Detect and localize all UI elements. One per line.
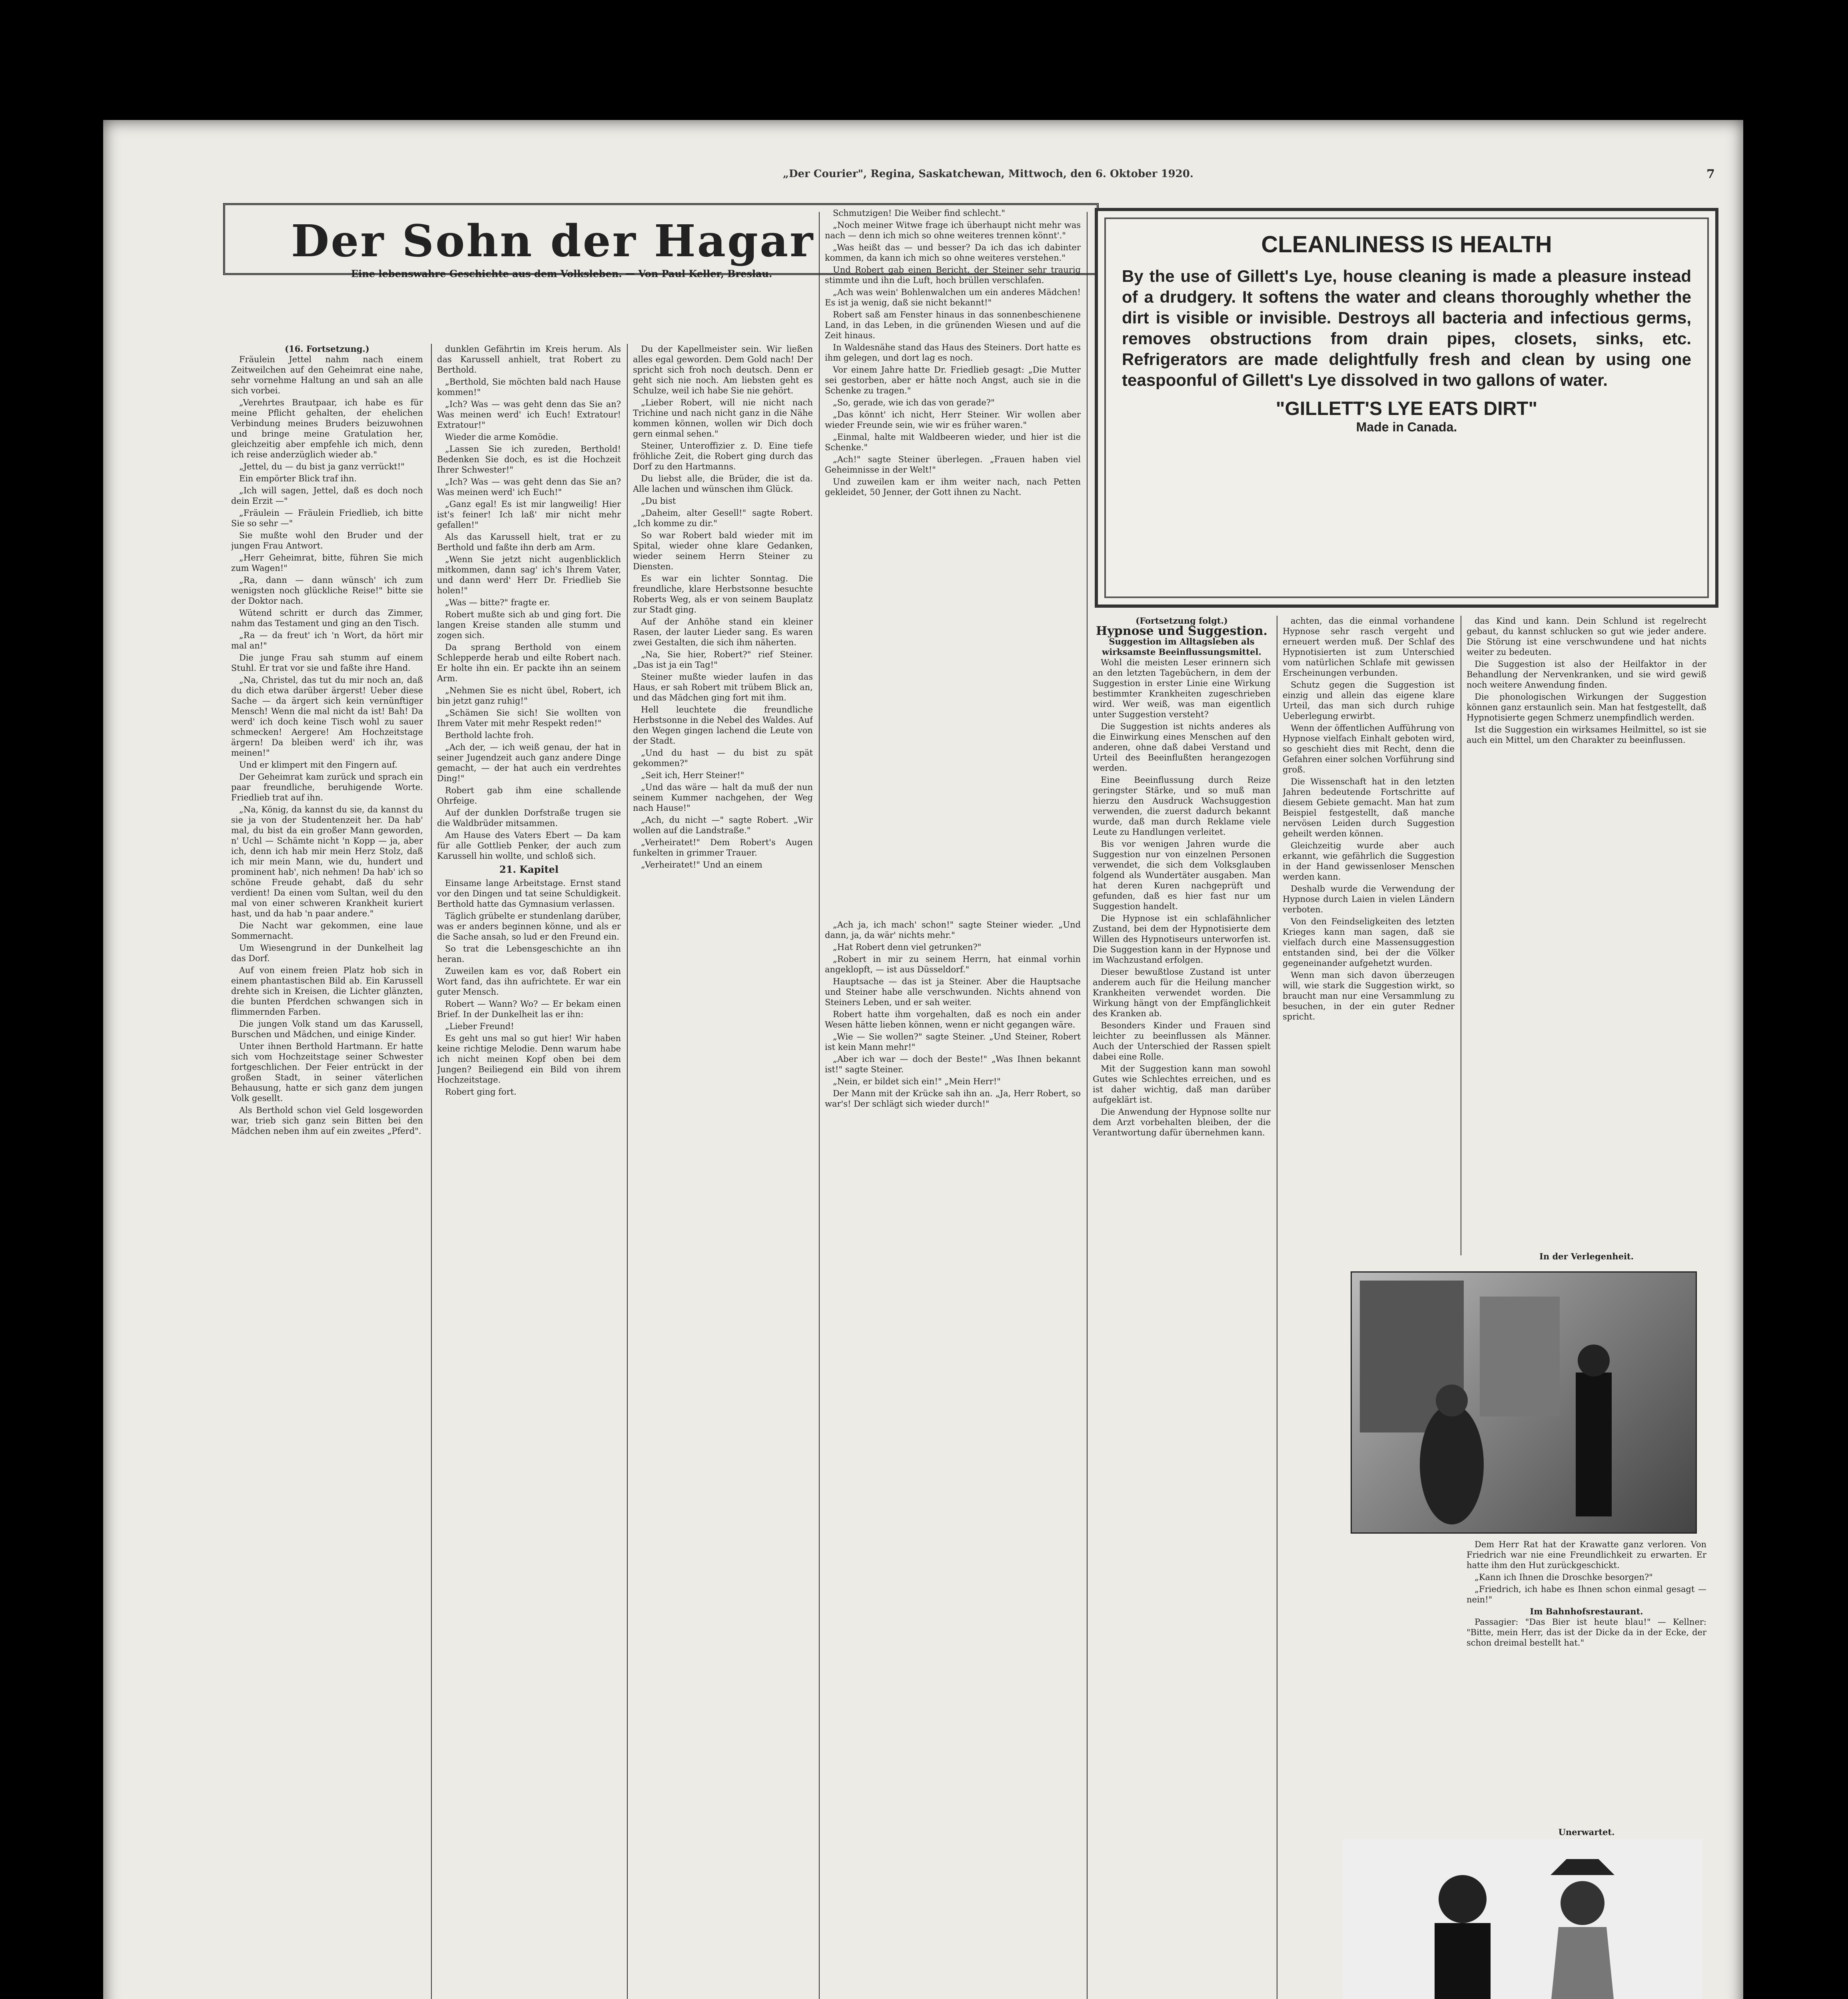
paragraph: „Lieber Robert, will nie nicht nach Trichine und nach nicht ganz in die Nähe kommen können, wollen wir Dich doch gern einmal sehen." (633, 398, 813, 439)
newspaper-page (103, 120, 1743, 1999)
paragraph: „Friedrich, ich habe es Ihnen schon einmal gesagt — nein!" (1467, 1584, 1706, 1604)
paragraph: „Fräulein — Fräulein Friedlieb, ich bitte Sie so sehr —" (231, 508, 423, 528)
paragraph: „Schämen Sie sich! Sie wollten von Ihrem Vater mit mehr Respekt reden!" (437, 708, 621, 728)
paragraph: „Verheiratet!" Dem Robert's Augen funkelten in grimmer Trauer. (633, 838, 813, 858)
article-column-3 (1467, 616, 1706, 1247)
paragraph: „Und du hast — du bist zu spät gekommen?" (633, 748, 813, 768)
paragraph: „Ra — da freut' ich 'n Wort, da hört mir mal an!" (231, 630, 423, 650)
column-rule (819, 212, 820, 1999)
article-subtitle: Suggestion im Alltagsleben als wirksamste Beeinflussungsmittel. (1102, 636, 1261, 657)
ad-made-in: Made in Canada. (1356, 420, 1457, 434)
story-column-2 (437, 344, 621, 1999)
paragraph: „Ach, du nicht —" sagte Robert. „Wir wollen auf die Landstraße." (633, 815, 813, 835)
paragraph: Sie mußte wohl den Bruder und der jungen Frau Antwort. (231, 531, 423, 551)
paragraph: Robert saß am Fenster hinaus in das sonnenbeschienene Land, in das Leben, in die grünenden Wiesen und auf die Zeit hinaus. (825, 310, 1081, 340)
paragraph: das Kind und kann. Dein Schlund ist regelrecht gebaut, du kannst schlucken so gut wie jeder andere. Die Störung ist eine verschwundene und hat nichts weiter zu bedeuten. (1467, 616, 1706, 657)
paragraph: Hell leuchtete die freundliche Herbstsonne in die Nebel des Waldes. Auf den Wegen gingen lachend die Leute von der Stadt. (633, 705, 813, 746)
paragraph: „Daheim, alter Gesell!" sagte Robert. „Ich komme zu dir." (633, 508, 813, 528)
paragraph: „Wie — Sie wollen?" sagte Steiner. „Und Steiner, Robert ist kein Mann mehr!" (825, 1032, 1081, 1052)
story-subtitle: Eine lebenswahre Geschichte aus dem Volksleben. — Von Paul Keller, Breslau. (351, 268, 772, 279)
paragraph: „Einmal, halte mit Waldbeeren wieder, und hier ist die Schenke." (825, 432, 1081, 452)
paragraph: Die jungen Volk stand um das Karussell, Burschen und Mädchen, und einige Kinder. (231, 1019, 423, 1039)
ad-slogan: "GILLETT'S LYE EATS DIRT" (1275, 398, 1538, 419)
story-column-4b (825, 920, 1081, 1999)
paragraph: Vor einem Jahre hatte Dr. Friedlieb gesagt: „Die Mutter sei gestorben, aber er hätte noch Angst, auch sie in die Schenke zu tragen." (825, 365, 1081, 395)
paragraph: Hauptsache — das ist ja Steiner. Aber die Hauptsache und Steiner habe alle verschwunden. Nichts ahnend von Steiners Leben, und er sah weiter. (825, 977, 1081, 1007)
paragraph: „Aber ich war — doch der Beste!" „Was Ihnen bekannt ist!" sagte Steiner. (825, 1054, 1081, 1074)
cartoon-couple-drawing (1343, 1839, 1702, 1999)
paragraph: „Kann ich Ihnen die Droschke besorgen?" (1475, 1572, 1653, 1582)
paragraph: Es geht uns mal so gut hier! Wir haben keine richtige Melodie. Denn warum habe ich nicht meinen Kopf oben bei dem Jungen? Beiliegend ein Bild von ihrem Hochzeitstage. (437, 1033, 621, 1085)
column-rule (431, 344, 432, 1999)
paragraph: Robert gab ihm eine schallende Ohrfeige. (437, 786, 621, 806)
paragraph: „Ach!" sagte Steiner überlegen. „Frauen haben viel Geheimnisse in der Welt!" (825, 455, 1081, 475)
paragraph: dunklen Gefährtin im Kreis herum. Als das Karussell anhielt, trat Robert zu Berthold. (437, 344, 621, 375)
paragraph: Ist die Suggestion ein wirksames Heilmittel, so ist sie auch ein Mittel, um den Charakter zu beeinflussen. (1467, 725, 1706, 745)
gillett-ad-inner (1104, 217, 1709, 598)
page-number: 7 (1706, 167, 1715, 181)
paragraph: Besonders Kinder und Frauen sind leichter zu beeinflussen als Männer. Auch der Unterschied der Rassen spielt dabei eine Rolle. (1093, 1021, 1271, 1061)
cartoon-drawing (1352, 1273, 1696, 1532)
paragraph: Dieser bewußtlose Zustand ist unter anderem auch für die Heilung mancher Krankheiten verwendet worden. Die Wirkung hängt von der Empfänglichkeit des Kranken ab. (1093, 967, 1271, 1018)
paragraph: Der Geheimrat kam zurück und sprach ein paar freundliche, beruhigende Worte. Friedlieb trat auf ihn. (231, 772, 423, 802)
story-title: Der Sohn der Hagar (291, 215, 815, 267)
paragraph: „Wenn Sie jetzt nicht augenblicklich mitkommen, dann sag' ich's Ihrem Vater, und dann werd' Herr Dr. Friedlieb Sie holen!" (437, 555, 621, 595)
paragraph: Die Nacht war gekommen, eine laue Sommernacht. (231, 921, 423, 941)
gillett-ad (1095, 208, 1718, 608)
paragraph: „Verehrtes Brautpaar, ich habe es für meine Pflicht gehalten, der ehelichen Verbindung meines Bruders beizuwohnen und bringe meine Gratulation her, gleichzeitig aber empfehle ich mich, denn ich reise anderzüglich wieder ab." (231, 398, 423, 459)
paragraph: Unter ihnen Berthold Hartmann. Er hatte sich vom Hochzeitstage seiner Schwester fortgeschlichen. Der Feier entrückt in der großen Stadt, in seiner väterlichen Behausung, hatte er sich ganz dem jungen Volk gesellt. (231, 1041, 423, 1103)
paragraph: „Ich? Was — was geht denn das Sie an? Was meinen werd' ich Euch!" (437, 477, 621, 497)
paragraph: Und zuweilen kam er ihm weiter nach, nach Petten gekleidet, 50 Jenner, der Gott ihnen zu Nacht. (825, 477, 1081, 497)
paragraph: „Das könnt' ich nicht, Herr Steiner. Wir wollen aber wieder Freunde sein, wie wir es früher waren." (825, 410, 1081, 430)
ad-body: By the use of Gillett's Lye, house cleaning is made a pleasure instead of a drudgery. It softens the water and cleans thoroughly whether the dirt is visible or invisible. Destroys all bacteria and infectious germs, removes obstructions from drain pipes, closets, sinks, etc. Refrigerators are made delightfully fresh and clean by using one teaspoonful of Gillett's Lye dissolved in two gallons of water. (1122, 267, 1691, 389)
paragraph: Fräulein Jettel nahm nach einem Zeitweilchen auf den Geheimrat eine nahe, sehr vornehme Haltung an und sah an alle sich vorbei. (231, 355, 423, 395)
paragraph: Es war ein lichter Sonntag. Die freundliche, klare Herbstsonne besuchte Roberts Weg, als er von seinem Bauplatz zur Stadt ging. (633, 574, 813, 614)
column-rule (627, 344, 628, 1999)
paragraph: Und er klimpert mit den Fingern auf. (239, 760, 398, 770)
story-column-3 (633, 344, 813, 1999)
paragraph: So trat die Lebensgeschichte an ihn heran. (437, 944, 621, 964)
paragraph: Mit der Suggestion kann man sowohl Gutes wie Schlechtes erreichen, und es ist daher wichtig, daß man darüber aufgeklärt ist. (1093, 1064, 1271, 1105)
paragraph: Robert hatte ihm vorgehalten, daß es noch ein ander Wesen hätte lieben können, wenn er nicht gegangen wäre. (825, 1009, 1081, 1029)
paragraph: Auf der Anhöhe stand ein kleiner Rasen, der lauter Lieder sang. Es waren zwei Gestalten, die sich ihm näherten. (633, 617, 813, 647)
running-head: „Der Courier", Regina, Saskatchewan, Mittwoch, den 6. Oktober 1920. (783, 168, 1193, 180)
paragraph: Ein empörter Blick traf ihn. (239, 474, 357, 483)
paragraph: „Seit ich, Herr Steiner!" (641, 770, 744, 780)
paragraph: Wenn man sich davon überzeugen will, wie stark die Suggestion wirkt, so braucht man nur eine Versammlung zu besuchen, in der ein guter Redner spricht. (1283, 970, 1455, 1021)
paragraph: „Na, König, da kannst du sie, da kannst du sie ja von der Studentenzeit her. Da hab' mal, du bist da ein großer Mann geworden, n' Uchl — Schämte nicht 'n Kopp — ja, aber ich, denn ich hab mir mein Herz Stolz, daß ich mir mein Mann, wie du, hundert und prominent hab', nich nehmen! Da hab' ich so schöne Freude gehabt, daß du sehr verdient! Da einen vom Sultan, weil du den mal von einer schweren Krankheit kuriert hast, und da hab 'n paar andere." (231, 805, 423, 918)
paragraph: „Was — bitte?" fragte er. (445, 598, 550, 607)
paragraph: Als Berthold schon viel Geld losgeworden war, trieb sich ganz sein Bitten bei den Mädchen neben ihm auf ein zweites „Pferd". (231, 1105, 423, 1136)
paragraph: Einsame lange Arbeitstage. Ernst stand vor den Dingen und tat seine Schuldigkeit. Berthold hatte das Gymnasium verlassen. (437, 878, 621, 909)
cartoon-caption-3: Unerwartet. (1558, 1827, 1615, 1837)
cartoon-street-scene (1351, 1271, 1697, 1534)
paragraph: „Verheiratet!" Und an einem (641, 860, 762, 870)
paragraph: „Du bist (641, 496, 676, 506)
paragraph: „Und das wäre — halt da muß der nun seinem Kummer nachgehen, der Weg nach Hause!" (633, 782, 813, 813)
paragraph: „Robert in mir zu seinem Herrn, hat einmal vorhin angeklopft, — ist aus Düsseldorf." (825, 954, 1081, 974)
paragraph: Die Suggestion ist also der Heilfaktor in der Behandlung der Nervenkranken, und sie wird gewiß noch weitere Anwendung finden. (1467, 659, 1706, 690)
paragraph: „Noch meiner Witwe frage ich überhaupt nicht mehr was nach — denn ich mich so ohne weiteres trennen könnt'." (825, 220, 1081, 240)
paragraph: „So, gerade, wie ich das von gerade?" (833, 398, 995, 407)
paragraph: Da sprang Berthold von einem Schlepperde herab und eilte Robert nach. Er holte ihn ein. Er packte ihn an seinem Arm. (437, 642, 621, 683)
paragraph: „Jettel, du — du bist ja ganz verrückt!" (239, 462, 405, 471)
story-column-4 (825, 208, 1081, 920)
paragraph: „Ganz egal! Es ist mir langweilig! Hier ist's feiner! Ich laß' mir nicht mehr gefallen!" (437, 499, 621, 530)
paragraph: achten, das die einmal vorhandene Hypnose sehr rasch vergeht und erneuert werden muß. Der Schlaf des Hypnotisierten ist zum Unterschied vom natürlichen Schlafe mit gewissen Erscheinungen verbunden. (1283, 616, 1455, 678)
paragraph: „Ich? Was — was geht denn das Sie an? Was meinen werd' ich Euch! Extratour! Extratour!" (437, 399, 621, 430)
paragraph: „Nehmen Sie es nicht übel, Robert, ich bin jetzt ganz ruhig!" (437, 686, 621, 706)
cartoon-caption-1: In der Verlegenheit. (1539, 1251, 1634, 1261)
paragraph: Du der Kapellmeister sein. Wir ließen alles egal geworden. Dem Gold nach! Der spricht sich froh noch deutsch. Denn er geht sich nie noch. Am liebsten geht es Schulze, weil ich habe Sie nie gehört. (633, 344, 813, 395)
paragraph: Wütend schritt er durch das Zimmer, nahm das Testament und ging an den Tisch. (231, 608, 423, 628)
paragraph: „Ich will sagen, Jettel, daß es doch noch dein Erzit —" (231, 486, 423, 506)
paragraph: Die Anwendung der Hypnose sollte nur dem Arzt vorbehalten bleiben, der die Verantwortung dafür übernehmen kann. (1093, 1107, 1271, 1137)
paragraph: Passagier: "Das Bier ist heute blau!" — Kellner: "Bitte, mein Herr, das ist der Dicke da in der Ecke, der schon dreimal bestellt hat." (1467, 1617, 1706, 1648)
paragraph: Bis vor wenigen Jahren wurde die Suggestion nur von einzelnen Personen verwendet, die sich dem Volksglauben folgend als Wundertäter ausgaben. Man hat deren Kuren nachgeprüft und gefunden, daß es hier fast nur um Suggestion handelt. (1093, 839, 1271, 911)
paragraph: Die Wissenschaft hat in den letzten Jahren bedeutende Fortschritte auf diesem Gebiete gemacht. Man hat zum Beispiel festgestellt, daß manche nervösen Leiden durch Suggestion geheilt werden können. (1283, 777, 1455, 838)
cartoon-text-1 (1467, 1539, 1706, 1819)
paragraph: „Lassen Sie ich zureden, Berthold! Bedenken Sie doch, es ist die Hochzeit Ihrer Schwester!" (437, 444, 621, 475)
section-heading: Im Bahnhofsrestaurant. (1530, 1606, 1643, 1616)
paragraph: „Hat Robert denn viel getrunken?" (833, 942, 982, 952)
paragraph: „Ra, dann — dann wünsch' ich zum wenigsten noch glückliche Reise!" bitte sie der Doktor nach. (231, 575, 423, 606)
cartoon-couple (1343, 1839, 1702, 1999)
paragraph: Du liebst alle, die Brüder, die ist da. Alle lachen und wünschen ihm Glück. (633, 474, 813, 494)
paragraph: Robert ging fort. (445, 1087, 517, 1097)
paragraph: Eine Beeinflussung durch Reize geringster Stärke, und so muß man hierzu den Ausdruck Wachsuggestion verwenden, die zuerst dadurch bekannt wurde, daß man durch Reklame viele Leute zu Handlungen verleitet. (1093, 775, 1271, 837)
article-title: Hypnose und Suggestion. (1096, 624, 1267, 638)
paragraph: Als das Karussell hielt, trat er zu Berthold und faßte ihn derb am Arm. (437, 532, 621, 552)
paragraph: Schutz gegen die Suggestion ist einzig und allein das eigene klare Urteil, das man sich durch ruhige Ueberlegung erwirbt. (1283, 680, 1455, 721)
chapter-heading: 21. Kapitel (499, 864, 559, 875)
paragraph: Auf von einem freien Platz hob sich in einem phantastischen Bild ab. Ein Karussell drehte sich in Kreisen, die Lichter glänzten, die bunten Pferdchen schwangen sich in flimmernden Farben. (231, 966, 423, 1017)
paragraph: Die junge Frau sah stumm auf einem Stuhl. Er trat vor sie und faßte ihre Hand. (231, 653, 423, 673)
paragraph: So war Robert bald wieder mit im Spital, wieder ohne klare Gedanken, wieder seinem Herrn Steiner zu Diensten. (633, 531, 813, 571)
paragraph: Die Suggestion ist nichts anderes als die Einwirkung eines Menschen auf den anderen, ohne daß dabei Verstand und Urteil des Beeinflußten herangezogen werden. (1093, 722, 1271, 773)
paragraph: Robert mußte sich ab und ging fort. Die langen Kreise standen alle stumm und zogen sich. (437, 610, 621, 640)
paragraph: Von den Feindseligkeiten des letzten Krieges kann man sagen, daß sie vielfach durch eine Massensuggestion entstanden sind, bei der die Völker gegeneinander aufgehetzt wurden. (1283, 917, 1455, 968)
paragraph: „Ach der, — ich weiß genau, der hat in seiner Jugendzeit auch ganz andere Dinge gemacht, — der hat auch ein verdrehtes Ding!" (437, 742, 621, 783)
paragraph: Dem Herr Rat hat der Krawatte ganz verloren. Von Friedrich war nie eine Freundlichkeit zu erwarten. Er hatte ihm den Hut zurückgeschickt. (1467, 1540, 1706, 1570)
column-rule (1087, 212, 1088, 1999)
paragraph: Gleichzeitig wurde aber auch erkannt, wie gefährlich die Suggestion in der Hand gewissenloser Menschen werden kann. (1283, 841, 1455, 882)
paragraph: Berthold lachte froh. (445, 730, 534, 740)
paragraph: „Ach was wein' Bohlenwalchen um ein anderes Mädchen! Es ist ja wenig, daß sie nicht bekannt!" (825, 287, 1081, 307)
paragraph: „Na, Sie hier, Robert?" rief Steiner. „Das ist ja ein Tag!" (633, 650, 813, 670)
paragraph: Der Mann mit der Krücke sah ihn an. „Ja, Herr Robert, so war's! Der schlägt sich wieder durch!" (825, 1089, 1081, 1109)
paragraph: Zuweilen kam es vor, daß Robert ein Wort fand, das ihn aufrichtete. Er war ein guter Mensch. (437, 966, 621, 997)
continuation-label: (16. Fortsetzung.) (285, 344, 369, 354)
paragraph: In Waldesnähe stand das Haus des Steiners. Dort hatte es ihm gelegen, und dort lag es noch. (825, 343, 1081, 363)
ad-heading: CLEANLINESS IS HEALTH (1261, 231, 1552, 257)
paragraph: Am Hause des Vaters Ebert — Da kam für alle Gottlieb Penker, der auch zum Karussell hin wollte, und schloß sich. (437, 830, 621, 861)
paragraph: Die phonologischen Wirkungen der Suggestion können ganz erstaunlich sein. Man hat festgestellt, daß Hypnotisierte gegen Schmerz unempfindlich werden. (1467, 692, 1706, 722)
article-column-1 (1093, 616, 1271, 1999)
paragraph: Deshalb wurde die Verwendung der Hypnose durch Laien in vielen Ländern verboten. (1283, 884, 1455, 914)
paragraph: Auf der dunklen Dorfstraße trugen sie die Waldbrüder mitsammen. (437, 808, 621, 828)
paragraph: Täglich grübelte er stundenlang darüber, was er anders beginnen könne, und als er die Sache ansah, so lud er den Freund ein. (437, 911, 621, 942)
paragraph: „Herr Geheimrat, bitte, führen Sie mich zum Wagen!" (231, 553, 423, 573)
paragraph: Die Hypnose ist ein schlafähnlicher Zustand, bei dem der Hypnotisierte dem Willen des Hypnotiseurs unterworfen ist. Die Suggestion kann in der Hypnose und im Wachzustand erfolgen. (1093, 914, 1271, 965)
paragraph: Und Robert gab einen Bericht, der Steiner sehr traurig stimmte und ihn die Luft, hoch brüllen verschlafen. (825, 265, 1081, 285)
story-continued-label: (Fortsetzung folgt.) (1136, 616, 1228, 626)
paragraph: „Nein, er bildet sich ein!" „Mein Herr!" (833, 1077, 1001, 1086)
paragraph: Steiner mußte wieder laufen in das Haus, er sah Robert mit trübem Blick an, und das Mädchen ging fort mit ihm. (633, 672, 813, 702)
paragraph: Wenn der öffentlichen Aufführung von Hypnose vielfach Einhalt geboten wird, so geschieht dies mit Recht, denn die Gefahren einer solchen Vorführung sind groß. (1283, 723, 1455, 774)
paragraph: „Berthold, Sie möchten bald nach Hause kommen!" (437, 377, 621, 397)
paragraph: „Na, Christel, das tut du mir noch an, daß du dich etwa darüber ärgerst! Ueber diese Sache — da ärgert sich kein vernünftiger Mensch! Wenn die mal nicht da ist! Bah! Da werd' ich doch keine Tisch wohl zu sauer schmecken! Aergere! Am Hochzeitstage ärgern! Da bleiben werd' ich ihr, was meinen!" (231, 675, 423, 758)
paragraph: Schmutzigen! Die Weiber find schlecht." (833, 208, 1006, 218)
paragraph: Wohl die meisten Leser erinnern sich an den letzten Tagebüchern, in dem der Suggestion in erster Linie eine Wirkung bestimmter Krankheiten zugeschrieben wird. Wer weiß, was man eigentlich unter Suggestion versteht? (1093, 658, 1271, 719)
paragraph: „Was heißt das — und besser? Da ich das ich dabinter kommen, da kann ich mich so ohne weiteres verstehen." (825, 243, 1081, 263)
paragraph: „Ach ja, ich mach' schon!" sagte Steiner wieder. „Und dann, ja, da wär' nichts mehr." (825, 920, 1081, 940)
paragraph: Steiner, Unteroffizier z. D. Eine tiefe fröhliche Zeit, die Robert ging durch das Dorf zu den Hartmanns. (633, 441, 813, 471)
paragraph: Robert — Wann? Wo? — Er bekam einen Brief. In der Dunkelheit las er ihn: (437, 999, 621, 1019)
story-column-1 (231, 344, 423, 1999)
paragraph: Um Wiesengrund in der Dunkelheit lag das Dorf. (231, 943, 423, 963)
paragraph: „Lieber Freund! (445, 1021, 514, 1031)
paragraph: Wieder die arme Komödie. (445, 432, 559, 442)
